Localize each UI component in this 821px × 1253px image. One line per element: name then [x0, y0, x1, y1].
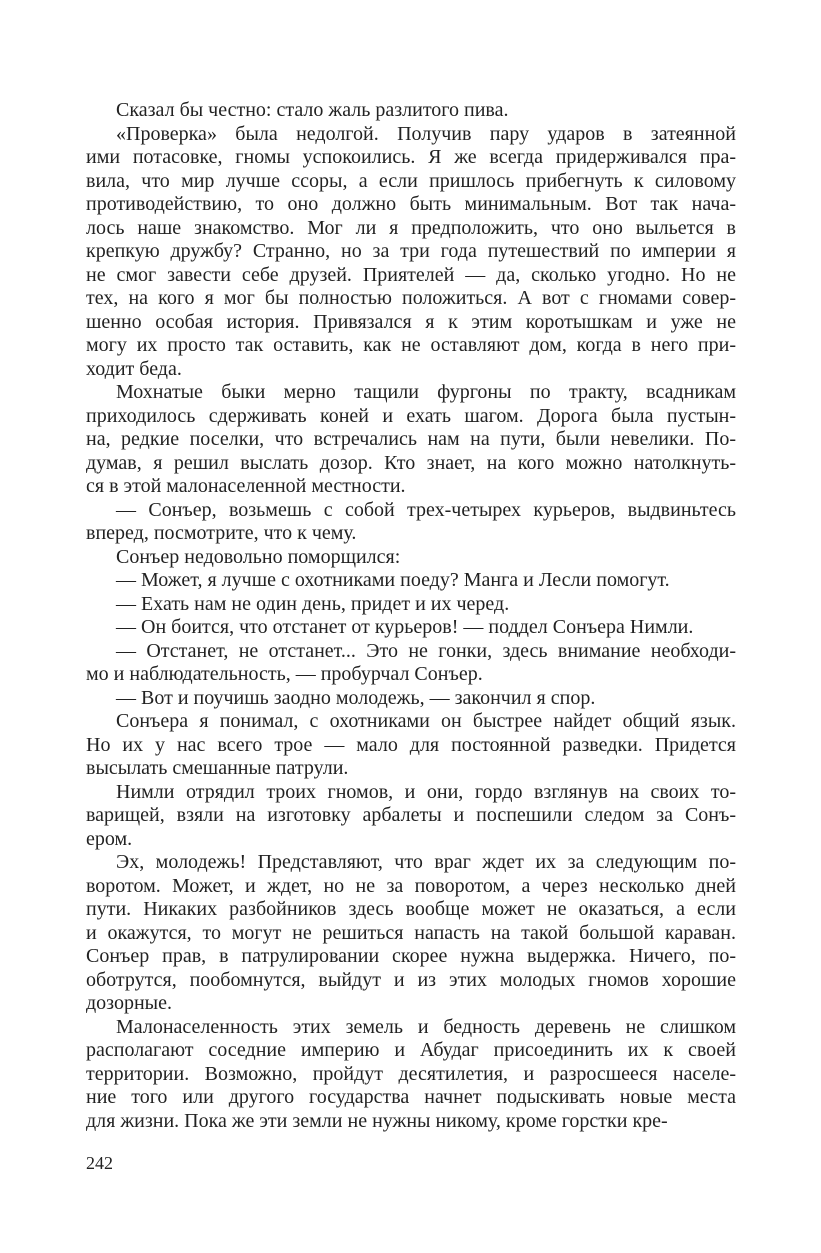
text-line: вила, что мир лучше ссоры, а если пришлось прибегнуть к силовому: [86, 169, 736, 192]
text-line: Сонъера я понимал, с охотниками он быстрее найдет общий язык.: [116, 710, 736, 732]
text-line: — Может, я лучше с охотниками поеду? Манга и Лесли помогут.: [116, 569, 670, 591]
text-line: располагают соседние империю и Абудаг присоединить их к своей: [86, 1039, 736, 1061]
paragraph: [86, 616, 736, 640]
text-line: вперед, посмотрите, что к чему.: [86, 522, 357, 544]
text-line: противодействию, то оно должно быть минимальным. Вот так нача-: [86, 193, 736, 215]
paragraph: [86, 593, 736, 617]
text-line: не смог завести себе друзей. Приятелей — да, сколько угодно. Но не: [86, 263, 736, 286]
text-line: приходилось сдерживать коней и ехать шагом. Дорога была пустын-: [86, 404, 736, 427]
paragraph: [86, 640, 736, 687]
text-line: думав, я решил выслать дозор. Кто знает, на кого можно натолкнуть-: [86, 451, 736, 474]
text-line: Мохнатые быки мерно тащили фургоны по тракту, всадникам: [116, 381, 736, 403]
text-line: лось наше знакомство. Мог ли я предположить, что оно выльется в: [86, 216, 736, 239]
text-line: воротом. Может, и ждет, но не за поворотом, а через несколько дней: [86, 874, 736, 897]
text-line: Малонаселенность этих земель и бедность деревень не слишком: [116, 1015, 736, 1038]
paragraph: [86, 569, 736, 593]
text-line: Но их у нас всего трое — мало для постоянной разведки. Придется: [86, 733, 736, 756]
text-line: и окажутся, то могут не решиться напасть на такой большой караван.: [86, 921, 736, 944]
paragraph: [86, 381, 736, 499]
text-line: Нимли отрядил троих гномов, и они, гордо взглянув на своих то-: [116, 780, 736, 803]
text-line: Эх, молодежь! Представляют, что враг ждет их за следующим по-: [116, 851, 736, 873]
paragraph: [86, 546, 736, 570]
text-line: крепкую дружбу? Странно, но за три года путешествий по империи я: [86, 240, 736, 262]
text-line: пути. Никаких разбойников здесь вообще может не оказаться, а если: [86, 898, 736, 920]
text-line: оботрутся, пообомнутся, выйдут и из этих молодых гномов хорошие: [86, 968, 736, 991]
paragraph: [86, 99, 736, 123]
paragraph: [86, 710, 736, 781]
text-line: «Проверка» была недолгой. Получив пару ударов в затеянной: [116, 122, 736, 145]
text-line: ими потасовке, гномы успокоились. Я же всегда придерживался пра-: [86, 146, 736, 168]
text-line: территории. Возможно, пройдут десятилетия, и разросшееся населе-: [86, 1062, 736, 1085]
text-line: высылать смешанные патрули.: [86, 757, 349, 779]
paragraph: [86, 781, 736, 852]
paragraph: [86, 851, 736, 1016]
text-line: шенно особая история. Привязался я к этим коротышкам и уже не: [86, 310, 736, 333]
text-line: варищей, взяли на изготовку арбалеты и поспешили следом за Сонъ-: [86, 804, 736, 826]
text-line: ходит беда.: [86, 357, 182, 380]
paragraph: [86, 123, 736, 382]
text-line: мо и наблюдательность, — пробурчал Сонъер.: [86, 663, 483, 685]
text-line: ние того или другого государства начнет подыскивать новые места: [86, 1086, 736, 1108]
text-line: ся в этой малонаселенной местности.: [86, 475, 406, 497]
paragraph: [86, 499, 736, 546]
paragraph: [86, 687, 736, 711]
text-line: Сказал бы честно: стало жаль разлитого пива.: [116, 99, 509, 121]
text-line: — Он боится, что отстанет от курьеров! — поддел Сонъера Нимли.: [116, 616, 694, 638]
text-line: Сонъер недовольно поморщился:: [116, 545, 401, 568]
body-text: [86, 99, 736, 1133]
text-line: могу их просто так оставить, как не оставляют дом, когда в него при-: [86, 334, 736, 356]
text-line: — Сонъер, возьмешь с собой трех-четырех курьеров, выдвиньтесь: [116, 498, 736, 521]
text-line: тех, на кого я мог бы полностью положиться. А вот с гномами совер-: [86, 287, 736, 309]
text-line: для жизни. Пока же эти земли не нужны никому, кроме горстки кре-: [86, 1109, 668, 1132]
text-line: Сонъер прав, в патрулировании скорее нужна выдержка. Ничего, по-: [86, 945, 736, 967]
page-number: 242: [86, 1153, 113, 1173]
text-line: ером.: [86, 827, 133, 850]
paragraph: [86, 1016, 736, 1134]
text-line: — Ехать нам не один день, придет и их черед.: [116, 592, 510, 615]
text-line: дозорные.: [86, 992, 172, 1014]
text-line: на, редкие поселки, что встречались нам на пути, были невелики. По-: [86, 428, 736, 450]
text-line: — Отстанет, не отстанет... Это не гонки, здесь внимание необходи-: [116, 639, 736, 662]
text-line: — Вот и поучишь заодно молодежь, — закончил я спор.: [116, 686, 596, 709]
